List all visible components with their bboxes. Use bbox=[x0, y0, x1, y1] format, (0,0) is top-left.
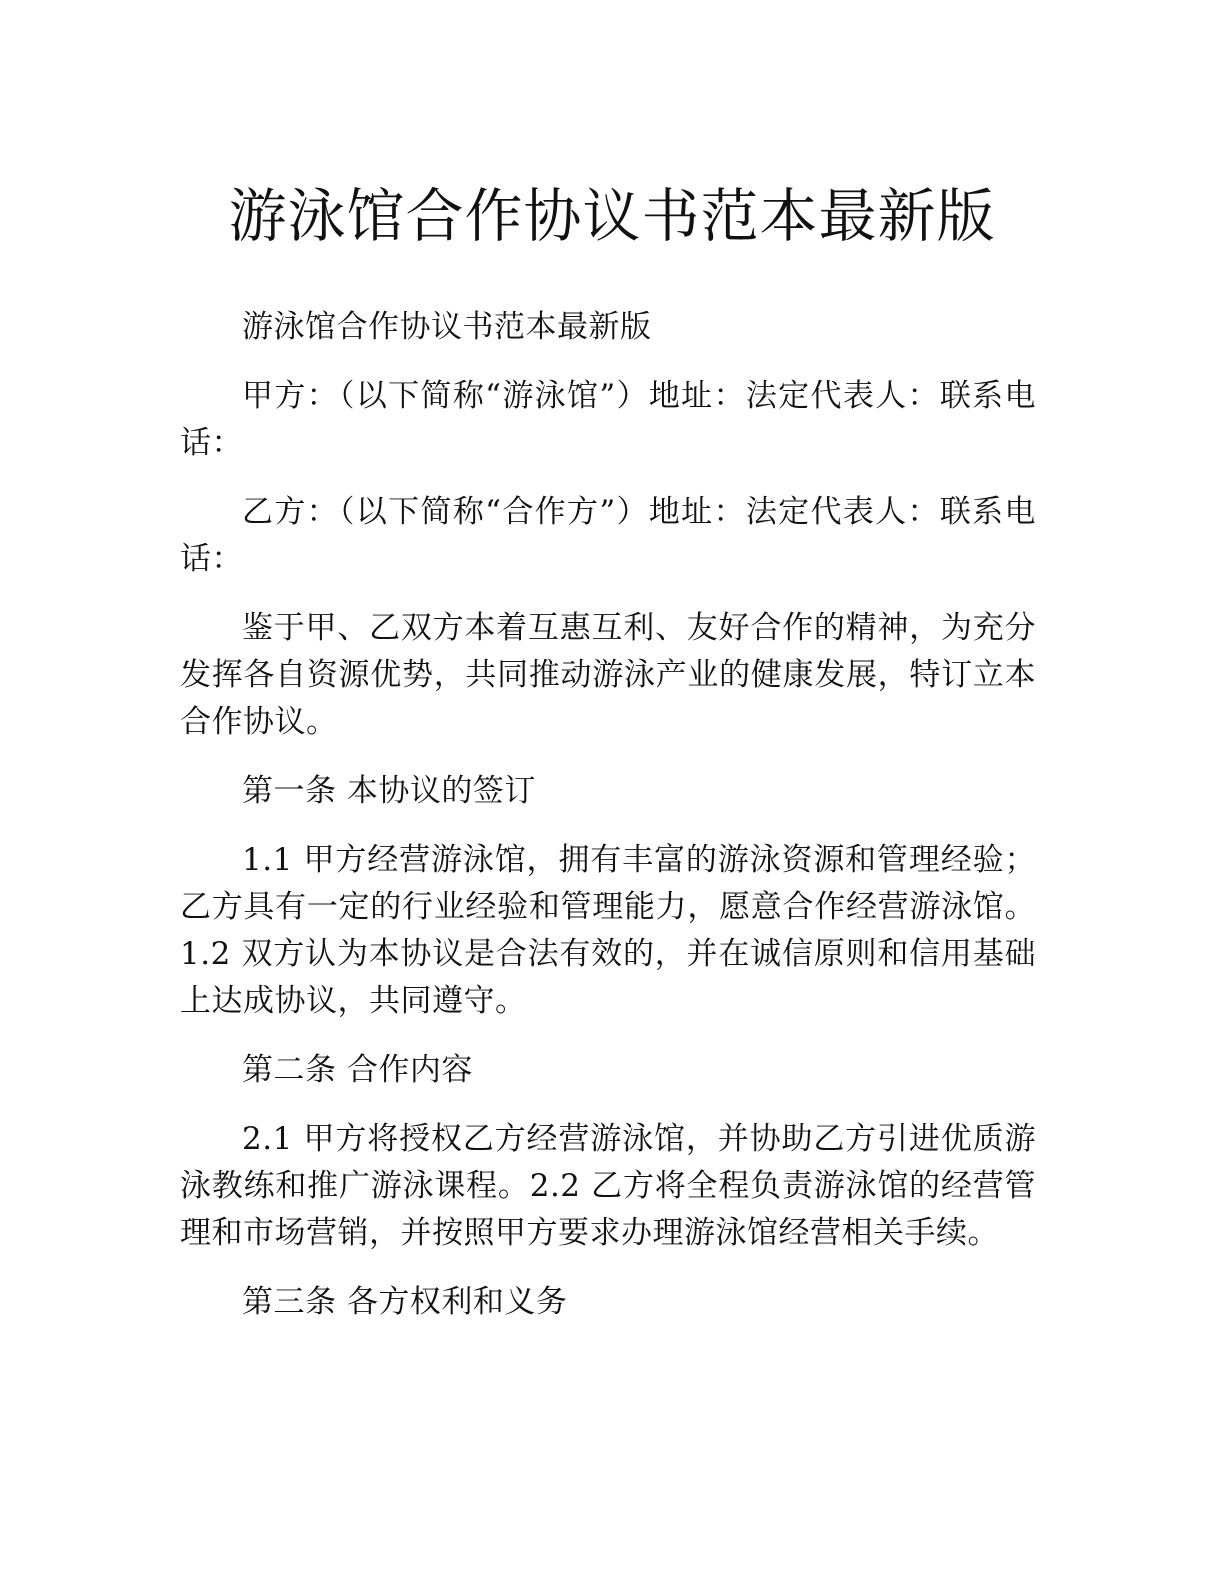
article-1-heading: 第一条 本协议的签订 bbox=[242, 773, 536, 809]
article-3-heading: 第三条 各方权利和义务 bbox=[242, 1284, 568, 1320]
preamble-paragraph: 鉴于甲、乙双方本着互惠互利、友好合作的精神，为充分发挥各自资源优势，共同推动游泳产业的健康发展，特订立本合作协议。 bbox=[180, 610, 1036, 740]
document-title: 游泳馆合作协议书范本最新版 bbox=[228, 182, 996, 250]
party-a-paragraph: 甲方：（以下简称“游泳馆”）地址：法定代表人：联系电话： bbox=[180, 378, 1036, 461]
article-2-heading: 第二条 合作内容 bbox=[242, 1052, 473, 1088]
article-2-body: 2.1 甲方将授权乙方经营游泳馆，并协助乙方引进优质游泳教练和推广游泳课程。2.2 乙方将全程负责游泳馆的经营管理和市场营销，并按照甲方要求办理游泳馆经营相关手续。 bbox=[180, 1121, 1036, 1251]
subtitle-paragraph: 游泳馆合作协议书范本最新版 bbox=[242, 309, 652, 345]
article-1-body: 1.1 甲方经营游泳馆，拥有丰富的游泳资源和管理经验；乙方具有一定的行业经验和管理能力，愿意合作经营游泳馆。1.2 双方认为本协议是合法有效的，并在诚信原则和信用基础上达成协议，共同遵守。 bbox=[180, 842, 1036, 1019]
document-body bbox=[180, 304, 1036, 1348]
party-b-paragraph: 乙方：（以下简称“合作方”）地址：法定代表人：联系电话： bbox=[180, 494, 1036, 577]
